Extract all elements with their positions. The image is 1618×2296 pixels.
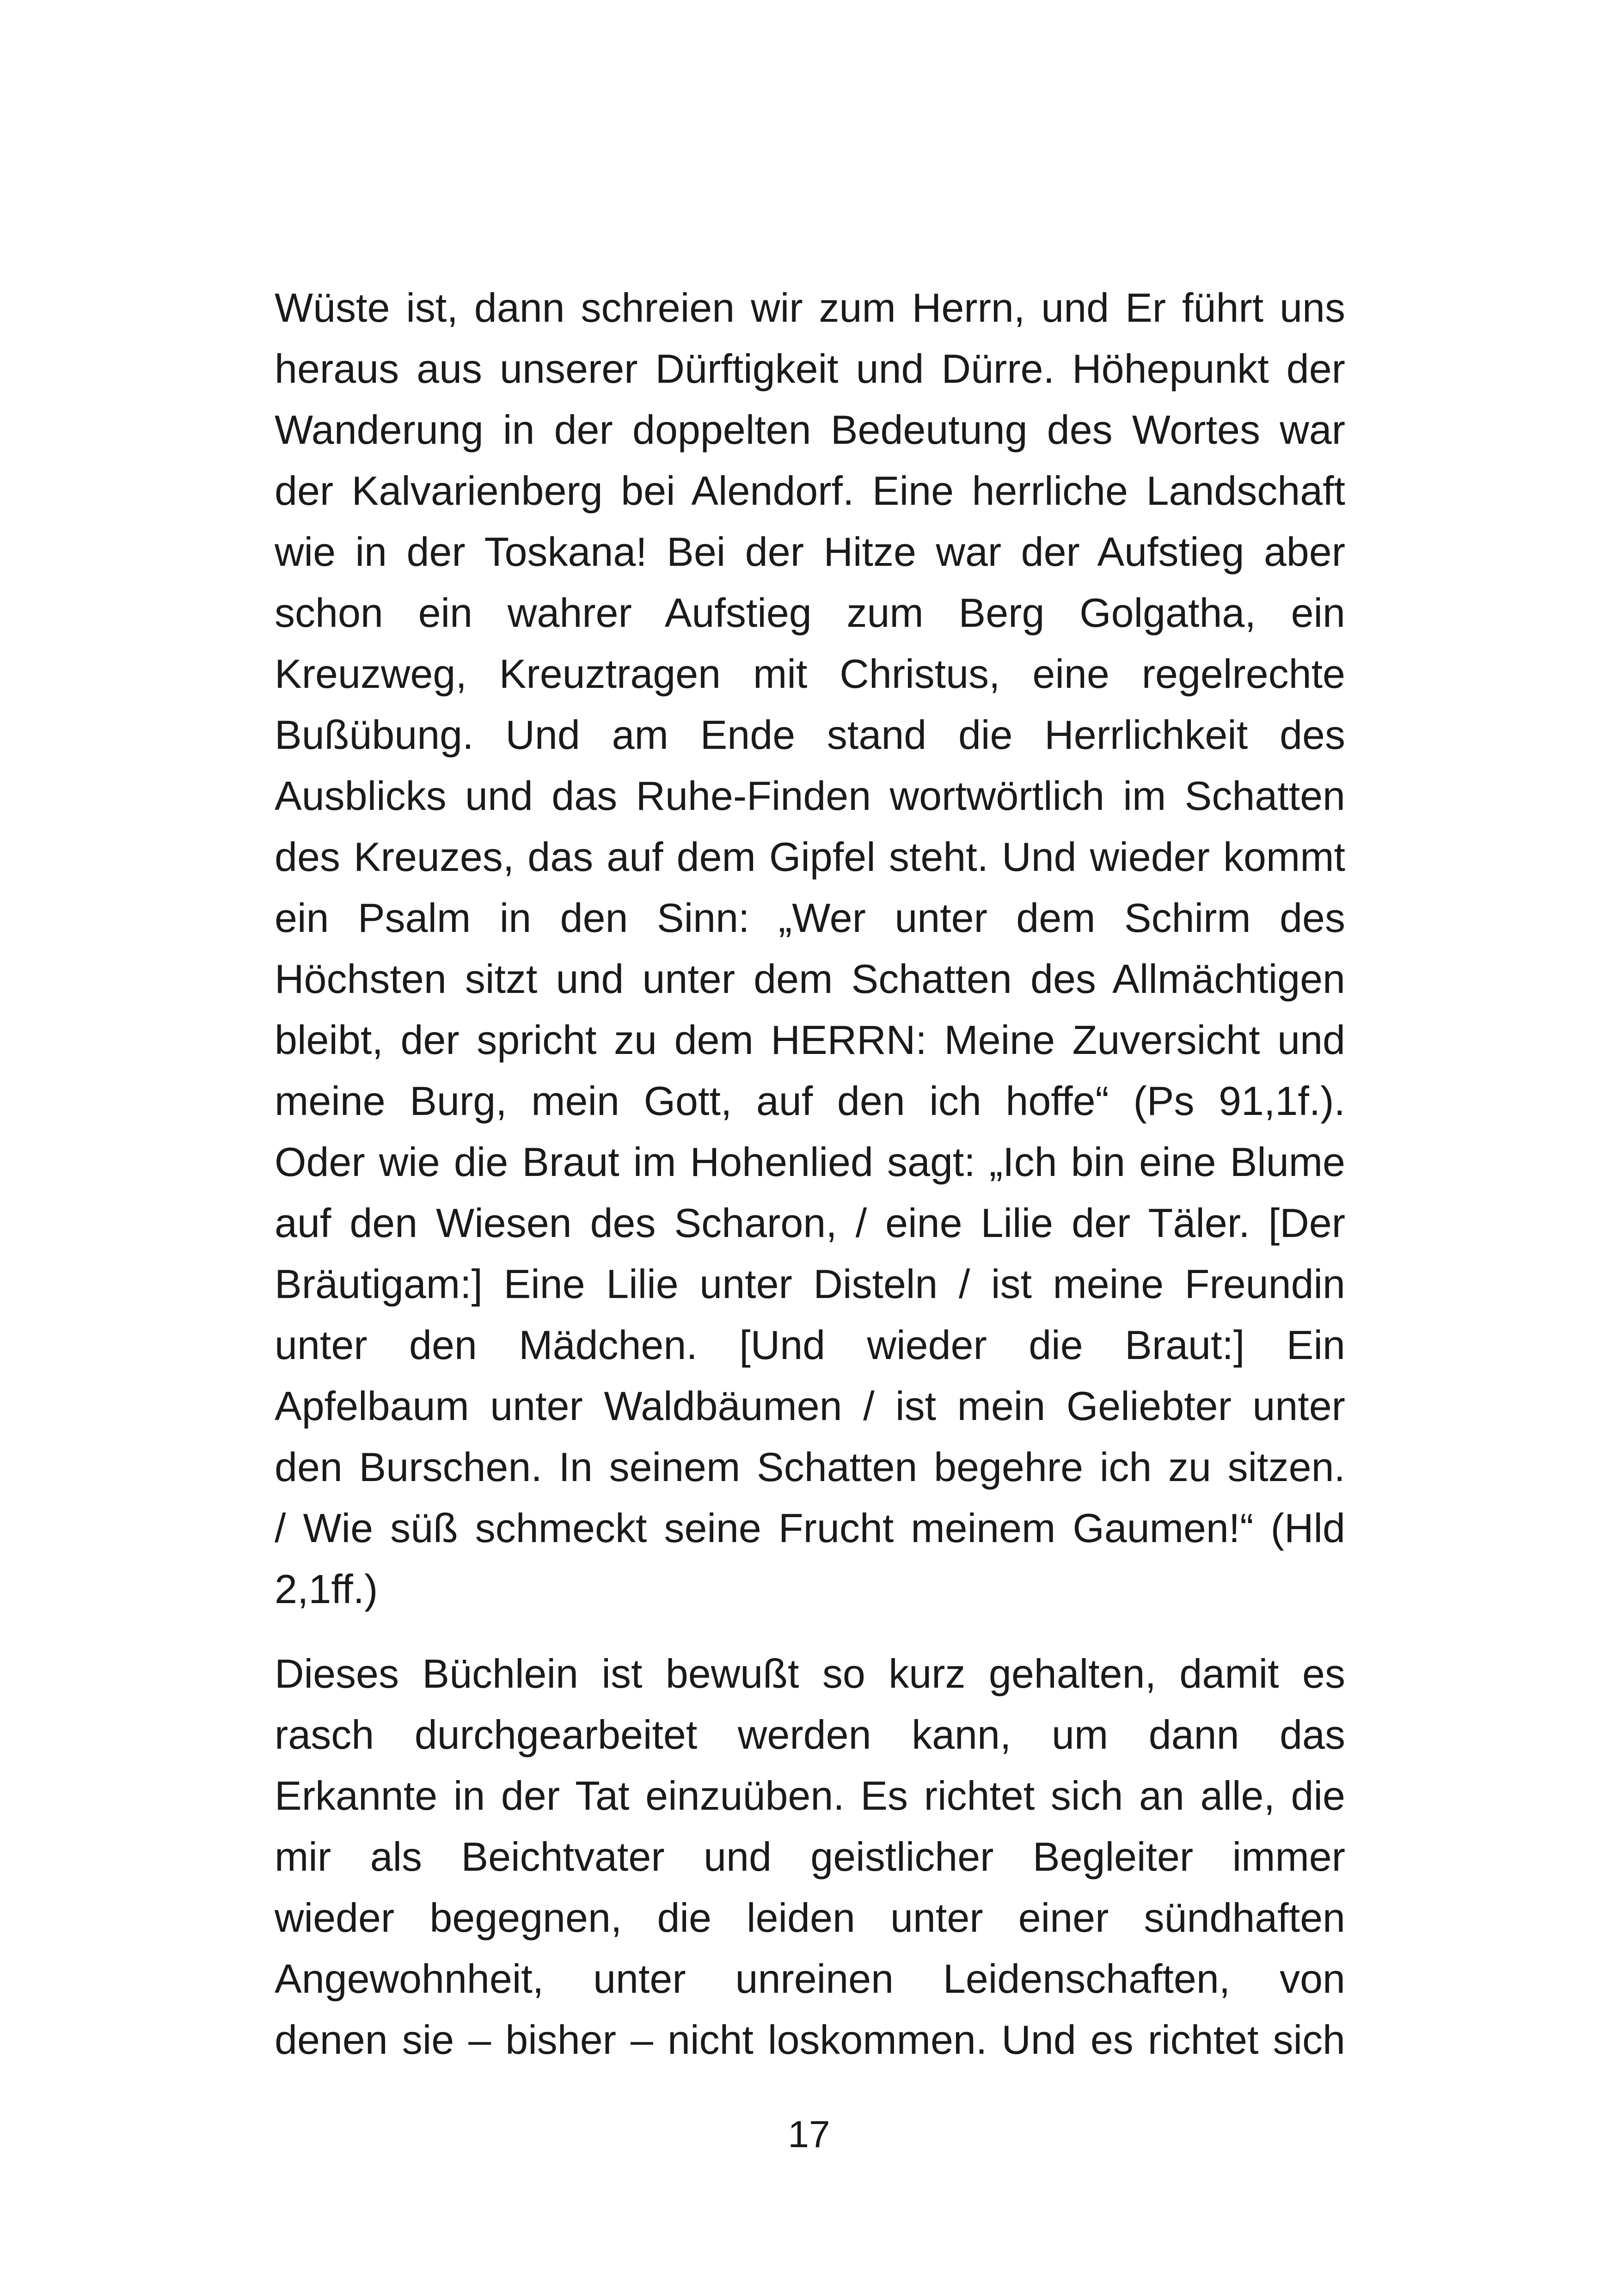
text-line: denen sie – bisher – nicht loskommen. Und es richtet sich <box>275 2017 1345 2063</box>
paragraph-1 <box>275 277 1345 1620</box>
text-line: Ausblicks und das Ruhe-Finden wortwörtlich im Schatten <box>275 773 1345 819</box>
text-line: rasch durchgearbeitet werden kann, um dann das <box>275 1712 1345 1757</box>
text-line: Wüste ist, dann schreien wir zum Herrn, und Er führt uns <box>275 285 1345 331</box>
text-line: meine Burg, mein Gott, auf den ich hoffe“ (Ps 91,1f.). <box>275 1078 1345 1124</box>
text-line: Oder wie die Braut im Hohenlied sagt: „Ich bin eine Blume <box>275 1139 1345 1185</box>
text-line: / Wie süß schmeckt seine Frucht meinem Gaumen!“ (Hld <box>275 1505 1345 1551</box>
paragraph-2 <box>275 1643 1345 2070</box>
text-line: 2,1ff.) <box>275 1566 378 1612</box>
text-line: mir als Beichtvater und geistlicher Begleiter immer <box>275 1834 1345 1880</box>
text-line: Kreuzweg, Kreuztragen mit Christus, eine regelrechte <box>275 651 1345 697</box>
text-line: der Kalvarienberg bei Alendorf. Eine herrliche Landschaft <box>275 468 1345 514</box>
text-line: Bußübung. Und am Ende stand die Herrlichkeit des <box>275 712 1345 758</box>
text-line: Erkannte in der Tat einzuüben. Es richtet sich an alle, die <box>275 1773 1345 1818</box>
text-line: unter den Mädchen. [Und wieder die Braut:] Ein <box>275 1322 1345 1368</box>
text-line: wieder begegnen, die leiden unter einer sündhaften <box>275 1895 1345 1941</box>
text-line: Apfelbaum unter Waldbäumen / ist mein Geliebter unter <box>275 1383 1345 1429</box>
text-line: bleibt, der spricht zu dem HERRN: Meine Zuversicht und <box>275 1017 1345 1063</box>
text-line: auf den Wiesen des Scharon, / eine Lilie der Täler. [Der <box>275 1200 1345 1246</box>
text-line: Bräutigam:] Eine Lilie unter Disteln / ist meine Freundin <box>275 1261 1345 1307</box>
text-line: des Kreuzes, das auf dem Gipfel steht. Und wieder kommt <box>275 834 1345 880</box>
text-line: Dieses Büchlein ist bewußt so kurz gehalten, damit es <box>275 1651 1345 1696</box>
text-line: heraus aus unserer Dürftigkeit und Dürre. Höhepunkt der <box>275 346 1345 392</box>
text-line: ein Psalm in den Sinn: „Wer unter dem Schirm des <box>275 895 1345 941</box>
page-number: 17 <box>788 2113 830 2155</box>
text-line: Höchsten sitzt und unter dem Schatten des Allmächtigen <box>275 956 1345 1002</box>
text-line: wie in der Toskana! Bei der Hitze war der Aufstieg aber <box>275 529 1345 575</box>
text-line: schon ein wahrer Aufstieg zum Berg Golgatha, ein <box>275 590 1345 636</box>
text-line: Angewohnheit, unter unreinen Leidenschaften, von <box>275 1956 1345 2002</box>
text-line: den Burschen. In seinem Schatten begehre ich zu sitzen. <box>275 1444 1345 1490</box>
text-line: Wanderung in der doppelten Bedeutung des Wortes war <box>275 407 1345 453</box>
